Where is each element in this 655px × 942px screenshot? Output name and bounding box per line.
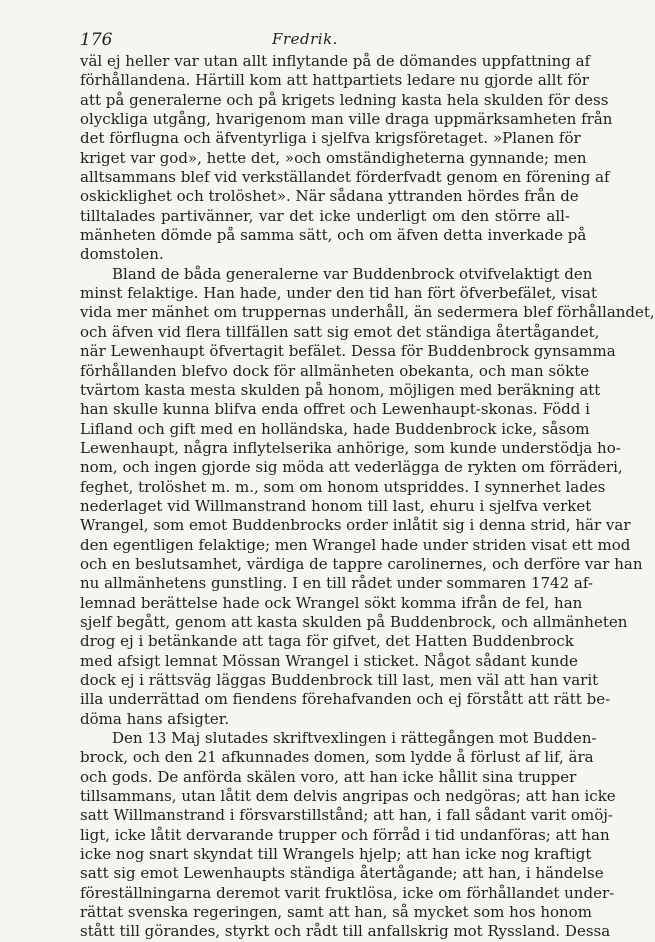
- body-text: [80, 52, 655, 942]
- text-line: olyckliga utgång, hvarigenom man ville draga uppmärksamheten från: [80, 110, 613, 129]
- text-line: dock ej i rättsväg läggas Buddenbrock till last, men väl att han varit: [80, 671, 599, 689]
- text-line: icke nog snart skyndat till Wrangels hjelp; att han icke nog kraftigt: [80, 845, 592, 864]
- text-line: när Lewenhaupt öfvertagit befälet. Dessa för Buddenbrock gynsamma: [80, 342, 616, 361]
- text-line: vida mer mänhet om truppernas underhåll, än sedermera blef förhållandet,: [80, 303, 655, 322]
- paragraph-end-line: domstolen.: [80, 245, 164, 264]
- text-line: Lewenhaupt, några inflytelserika anhörige, som kunde understödja ho-: [80, 438, 621, 457]
- text-line: oskicklighet och trolöshet». När sådana yttranden hördes från de: [80, 187, 579, 206]
- text-line: den egentligen felaktige; men Wrangel hade under striden visat ett mod: [80, 535, 631, 554]
- text-line: nom, och ingen gjorde sig möda att vederlägga de rykten om förräderi,: [80, 458, 623, 477]
- text-line: feghet, trolöshet m. m., som om honom utspriddes. I synnerhet lades: [80, 477, 606, 496]
- page-header: [80, 30, 570, 52]
- text-line: ligt, icke låtit dervarande trupper och förråd i tid undanföras; att han: [80, 825, 610, 844]
- text-line: och äfven vid flera tillfällen satt sig emot det ständiga återtågandet,: [80, 322, 600, 341]
- text-line: kriget var god», hette det, »och omständigheterna gynnande; men: [80, 148, 587, 167]
- text-line: rättat svenska regeringen, samt att han, så mycket som hos honom: [80, 903, 592, 922]
- paragraph-start-line: Bland de båda generalerne var Buddenbrock otvifvelaktigt den: [112, 264, 593, 283]
- text-line: tvärtom kasta mesta skulden på honom, möjligen med beräkning att: [80, 380, 601, 399]
- text-line: satt sig emot Lewenhaupts ständiga återtågande; att han, i händelse: [80, 864, 604, 883]
- text-line: det förflugna och äfventyrliga i sjelfva krigsföretaget. »Planen för: [80, 129, 581, 148]
- text-line: Lifland och gift med en holländska, hade Buddenbrock icke, såsom: [80, 419, 590, 438]
- text-line: tillsammans, utan låtit dem delvis angripas och nedgöras; att han icke: [80, 787, 616, 806]
- text-line: väl ej heller var utan allt inflytande på de dömandes uppfattning af: [80, 52, 591, 70]
- text-line: stått till görandes, styrkt och rådt till anfallskrig mot Ryssland. Dessa: [80, 922, 611, 941]
- text-line: nederlaget vid Willmanstrand honom till last, ehuru i sjelfva verket: [80, 496, 592, 515]
- text-line: att på generalerne och på krigets ledning kasta hela skulden för dess: [80, 90, 609, 109]
- text-line: nu allmänhetens gunstling. I en till rådet under sommaren 1742 af-: [80, 574, 593, 593]
- text-line: med afsigt lemnat Mössan Wrangel i sticket. Något sådant kunde: [80, 651, 578, 670]
- text-line: illa underrättad om fiendens förehafvanden och ej förstått att rätt be-: [80, 690, 611, 709]
- text-line: drog ej i betänkande att taga för gifvet, det Hatten Buddenbrock: [80, 632, 574, 651]
- text-line: alltsammans blef vid verkställandet förderfvadt genom en förening af: [80, 168, 610, 187]
- text-line: förhållanden blefvo dock för allmänheten obekanta, och man sökte: [80, 361, 590, 380]
- text-line: sjelf begått, genom att kasta skulden på Buddenbrock, och allmänheten: [80, 612, 628, 631]
- text-line: föreställningarna deremot varit fruktlösa, icke om förhållandet under-: [80, 883, 615, 902]
- page-number: 176: [80, 30, 113, 50]
- text-line: tilltalades partivänner, var det icke underligt om den större all-: [80, 206, 570, 225]
- text-line: förhållandena. Härtill kom att hattpartiets ledare nu gjorde allt för: [80, 71, 589, 90]
- paragraph-start-line: Den 13 Maj slutades skriftvexlingen i rättegången mot Budden-: [112, 729, 597, 748]
- running-title: Fredrik.: [272, 30, 338, 48]
- paragraph-end-line: döma hans afsigter.: [80, 709, 230, 728]
- text-line: och gods. De anförda skälen voro, att han icke hållit sina trupper: [80, 767, 577, 786]
- text-line: och en beslutsamhet, värdiga de tappre carolinernes, och derföre var han: [80, 554, 643, 573]
- text-line: satt Willmanstrand i försvarstillstånd; att han, i fall sådant varit omöj-: [80, 806, 613, 825]
- text-line: lemnad berättelse hade ock Wrangel sökt komma ifrån de fel, han: [80, 593, 583, 612]
- text-line: mänheten dömde på samma sätt, och om äfven detta inverkade på: [80, 226, 587, 245]
- text-line: brock, och den 21 afkunnades domen, som lydde å förlust af lif, ära: [80, 748, 594, 767]
- text-line: han skulle kunna blifva enda offret och Lewenhaupt-skonas. Född i: [80, 400, 590, 419]
- text-line: minst felaktige. Han hade, under den tid han fört öfverbefälet, visat: [80, 284, 598, 303]
- text-line: Wrangel, som emot Buddenbrocks order inlåtit sig i denna strid, här var: [80, 516, 631, 535]
